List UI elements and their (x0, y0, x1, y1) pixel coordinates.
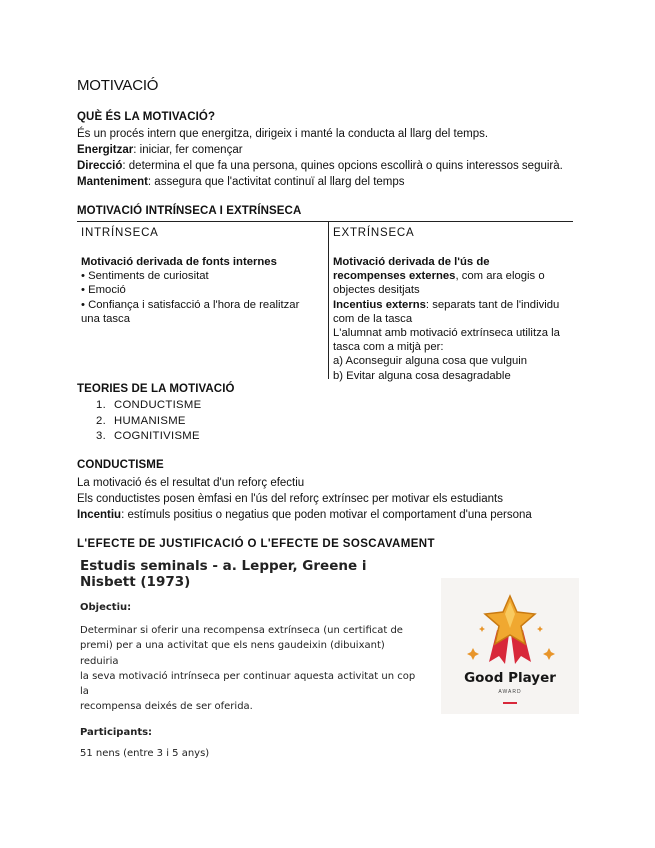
list-item: • Confiança i satisfacció a l'hora de realitzar (81, 298, 300, 311)
conductisme-line: Incentiu: estímuls positius o negatius que poden motivar el comportament d'una persona (77, 509, 532, 521)
objectiu-text: Determinar si oferir una recompensa extrínseca (un certificat de premi) per a una activitat que els nens gaudeixin (dibuixant) reduiria la seva motivació intrínseca per continuar aquesta activitat un cop la recompensa deixés de ser oferida. (80, 625, 416, 713)
study-title: Estudis seminals - a. Lepper, Greene i Nisbett (1973) (80, 558, 367, 590)
que-es-item: Direcció: determina el que fa una persona, quines opcions escollirà o quins interessos seguirà. (77, 160, 563, 172)
table-cell-intrinseca (81, 255, 326, 326)
teories-list (96, 398, 201, 445)
que-es-definition: És un procés intern que energitza, dirigeix i manté la conducta al llarg del temps. (77, 128, 489, 140)
table-top-border (77, 221, 573, 222)
list-item: 2. HUMANISME (96, 414, 186, 427)
list-item: 3. COGNITIVISME (96, 430, 200, 442)
objectiu-label: Objectiu: (80, 602, 132, 613)
que-es-item: Energitzar: iniciar, fer començar (77, 144, 243, 156)
que-es-item: Manteniment: assegura que l'activitat continuï al llarg del temps (77, 176, 405, 188)
award-image (441, 578, 579, 714)
conductisme-line: Els conductistes posen èmfasi en l'ús del reforç extrínsec per motivar els estudiants (77, 493, 503, 505)
intrinseca-heading: MOTIVACIÓ INTRÍNSECA I EXTRÍNSECA (77, 205, 302, 217)
que-es-heading: QUÈ ÉS LA MOTIVACIÓ? (77, 111, 216, 123)
page-title: MOTIVACIÓ (77, 77, 159, 94)
table-cell-extrinseca: Motivació derivada de l'ús de recompenses externes, com ara elogis o objectes desitjats Incentius externs: separats tant de l'individu com de la tasca L'alumnat amb motivació extrínseca utilitza la tasca com a mitjà per: a) Aconseguir alguna cosa que vulguin b) Evitar alguna cosa desagradable (333, 256, 560, 382)
conductisme-line: La motivació és el resultat d'un reforç efectiu (77, 477, 305, 489)
award-subtitle: AWARD (498, 689, 522, 695)
conductisme-heading: CONDUCTISME (77, 459, 164, 471)
list-item: • Emoció (81, 284, 126, 297)
table-column-divider (328, 221, 329, 379)
study-excerpt (80, 558, 420, 761)
participants-text: 51 nens (entre 3 i 5 anys) (80, 747, 210, 759)
efecte-heading: L'EFECTE DE JUSTIFICACIÓ O L'EFECTE DE SOSCAVAMENT (77, 538, 435, 550)
award-star-icon (441, 578, 579, 670)
list-item: 1. CONDUCTISME (96, 399, 202, 411)
table-header-extrinseca: EXTRÍNSECA (333, 227, 415, 239)
list-item: una tasca (81, 312, 130, 325)
intrinseca-definition: Motivació derivada de fonts internes (81, 256, 277, 268)
participants-label: Participants: (80, 726, 153, 738)
award-underline (503, 702, 517, 704)
table-header-intrinseca: INTRÍNSECA (81, 227, 159, 239)
teories-heading: TEORIES DE LA MOTIVACIÓ (77, 383, 235, 395)
list-item: • Sentiments de curiositat (81, 270, 209, 283)
award-title: Good Player (464, 670, 556, 686)
